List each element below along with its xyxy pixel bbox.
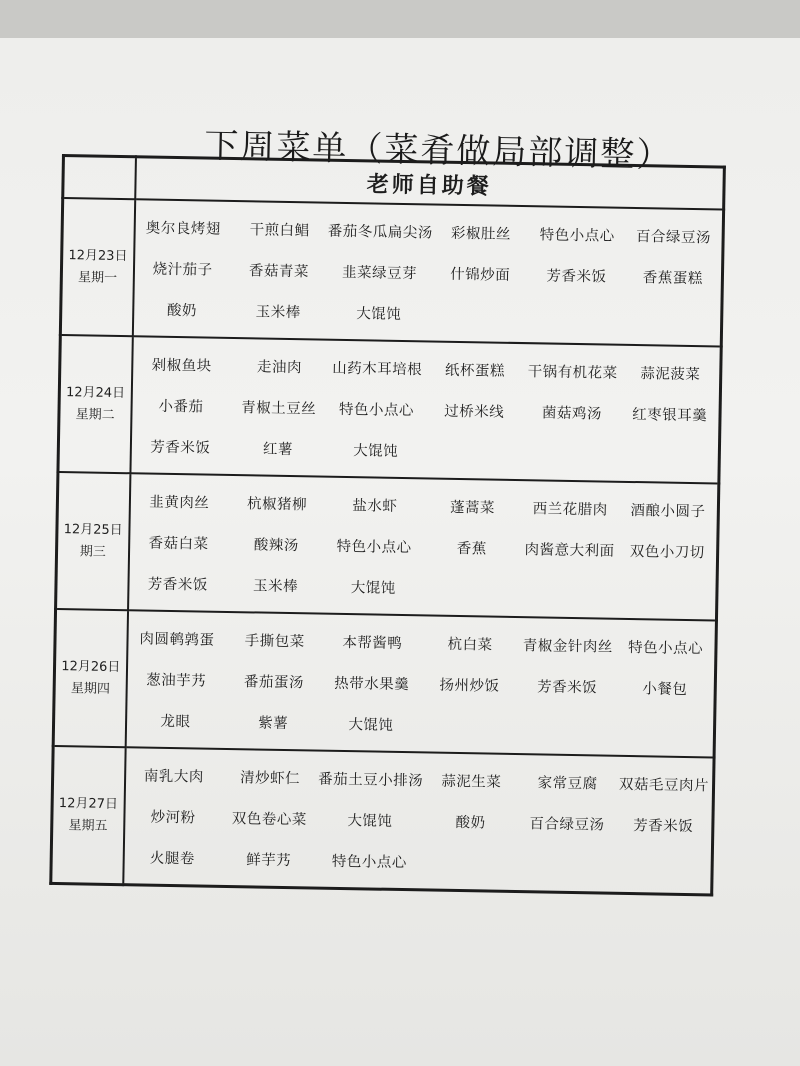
- dish-item: 干煎白鲳: [249, 222, 310, 240]
- dish-item: 杭椒猪柳: [246, 496, 308, 514]
- dish-item: 玉米棒: [252, 578, 299, 596]
- day-label-cell: [53, 609, 127, 747]
- dish-item: 纸杯蛋糕: [444, 362, 506, 380]
- dish-item: 龙眼: [160, 713, 191, 731]
- day-label-cell: [51, 746, 125, 885]
- dish-item: 酸辣汤: [253, 537, 299, 555]
- dish-item: 玉米棒: [255, 304, 301, 322]
- dish-item: 大馄饨: [350, 580, 396, 597]
- section-header: 老师自助餐: [135, 157, 725, 210]
- dish-item: 南乳大肉: [143, 768, 204, 786]
- dish-item: 香蕉蛋糕: [642, 270, 703, 288]
- dish-item: 走油肉: [256, 359, 303, 377]
- dish-item: 百合绿豆汤: [529, 816, 605, 834]
- dish-item: 什锦炒面: [450, 266, 511, 284]
- day-label-cell: [58, 335, 132, 473]
- dish-item: 过桥米线: [444, 403, 505, 421]
- day-row: [53, 609, 716, 758]
- day-date: 12月25日: [63, 521, 123, 538]
- dish-item: 青椒金针肉丝: [522, 638, 613, 656]
- dish-item: 烧汁茄子: [152, 261, 213, 279]
- dish-item: 剁椒鱼块: [151, 357, 212, 375]
- dish-grid: [124, 754, 713, 887]
- dish-item: 蓬蒿菜: [449, 499, 496, 517]
- dish-item: 番茄冬瓜扁尖汤: [327, 223, 433, 242]
- dish-item: 鲜芋艿: [245, 852, 292, 870]
- corner-cell: [63, 156, 136, 200]
- dish-cell: [130, 336, 721, 483]
- dish-item: 芳香米饭: [150, 439, 211, 457]
- dish-item: 双菇毛豆肉片: [618, 776, 710, 795]
- dish-item: 家常豆腐: [537, 775, 598, 793]
- dish-item: 番茄土豆小排汤: [318, 771, 424, 790]
- page-title: 下周菜单（菜肴做局部调整）: [203, 125, 673, 176]
- dish-item: 杭白菜: [447, 636, 493, 654]
- dish-item: 特色小点心: [331, 853, 407, 872]
- day-row: [51, 746, 714, 895]
- dish-item: 芳香米饭: [536, 679, 598, 697]
- dish-item: 特色小点心: [336, 538, 412, 557]
- dish-item: 红枣银耳羹: [632, 406, 708, 425]
- dish-cell: [125, 610, 716, 757]
- day-date: 12月27日: [58, 795, 119, 812]
- dish-item: 韭菜绿豆芽: [341, 264, 418, 283]
- dish-item: 芳香米饭: [147, 576, 209, 594]
- dish-item: 香菇白菜: [148, 535, 209, 553]
- day-weekday: 期三: [79, 543, 106, 560]
- dish-item: 干锅有机花菜: [527, 364, 618, 382]
- dish-item: 山药木耳培根: [332, 360, 423, 379]
- dish-item: 特色小点心: [539, 227, 615, 245]
- dish-grid: [126, 617, 715, 750]
- dish-grid: [133, 206, 722, 339]
- dish-item: 奥尔良烤翅: [145, 220, 221, 238]
- dish-item: 百合绿豆汤: [635, 229, 712, 247]
- dish-item: 红薯: [262, 441, 294, 459]
- dish-item: 特色小点心: [338, 401, 415, 420]
- dish-item: 彩椒肚丝: [450, 225, 512, 243]
- day-row: [60, 198, 723, 347]
- day-weekday: 星期五: [68, 817, 108, 834]
- dish-item: 青椒土豆丝: [241, 400, 317, 418]
- dish-item: 西兰花腊肉: [532, 501, 608, 519]
- day-label-cell: [56, 472, 130, 610]
- dish-item: 大馄饨: [356, 306, 402, 323]
- dish-item: 蒜泥菠菜: [640, 366, 701, 384]
- dish-item: 双色卷心菜: [231, 811, 307, 829]
- dish-cell: [123, 747, 714, 895]
- day-weekday: 星期一: [77, 269, 118, 286]
- dish-grid: [131, 343, 720, 476]
- dish-item: 本帮酱鸭: [342, 634, 403, 653]
- dish-item: 紫薯: [258, 715, 289, 733]
- dish-item: 芳香米饭: [633, 818, 694, 836]
- dish-item: 菌菇鸡汤: [541, 405, 603, 423]
- day-date: 12月24日: [65, 384, 126, 401]
- dish-item: 大馄饨: [353, 443, 399, 460]
- dish-item: 蒜泥生菜: [441, 773, 502, 791]
- dish-item: 葱油芋艿: [146, 672, 207, 690]
- dish-item: 大馄饨: [348, 717, 394, 734]
- dish-item: 小餐包: [642, 681, 688, 698]
- day-weekday: 星期二: [75, 406, 115, 423]
- dish-item: 芳香米饭: [546, 268, 607, 286]
- day-date: 12月23日: [68, 247, 128, 264]
- dish-item: 手撕包菜: [244, 633, 305, 651]
- dish-item: 酸奶: [166, 302, 198, 320]
- dish-item: 番茄蛋汤: [243, 674, 305, 692]
- dish-item: 韭黄肉丝: [149, 494, 210, 512]
- dish-item: 炒河粉: [150, 809, 196, 827]
- dish-item: 酒酿小圆子: [630, 502, 706, 521]
- dish-item: 大馄饨: [347, 813, 393, 830]
- dish-item: 双色小刀切: [629, 543, 705, 562]
- dish-item: 香蕉: [456, 540, 487, 558]
- dish-grid: [129, 480, 718, 613]
- dish-item: 火腿卷: [149, 850, 195, 868]
- dish-item: 热带水果羹: [334, 675, 410, 694]
- day-label-cell: [60, 198, 134, 336]
- dish-item: 肉酱意大利面: [524, 542, 615, 560]
- dish-item: 盐水虾: [352, 498, 398, 515]
- dish-cell: [128, 473, 719, 620]
- dish-cell: [132, 199, 723, 346]
- dish-item: 肉圆鹌鹑蛋: [139, 631, 215, 649]
- dish-item: 酸奶: [455, 814, 486, 832]
- dish-item: 清炒虾仁: [239, 770, 301, 788]
- day-weekday: 星期四: [70, 680, 111, 697]
- menu-table: [49, 154, 726, 896]
- dish-item: 香菇青菜: [248, 263, 310, 281]
- dish-item: 特色小点心: [627, 639, 704, 658]
- day-row: [58, 335, 721, 484]
- day-row: [56, 472, 719, 621]
- day-date: 12月26日: [61, 658, 121, 675]
- menu-sheet: [49, 154, 726, 896]
- dish-item: 扬州炒饭: [439, 677, 500, 695]
- dish-item: 小番茄: [158, 398, 204, 416]
